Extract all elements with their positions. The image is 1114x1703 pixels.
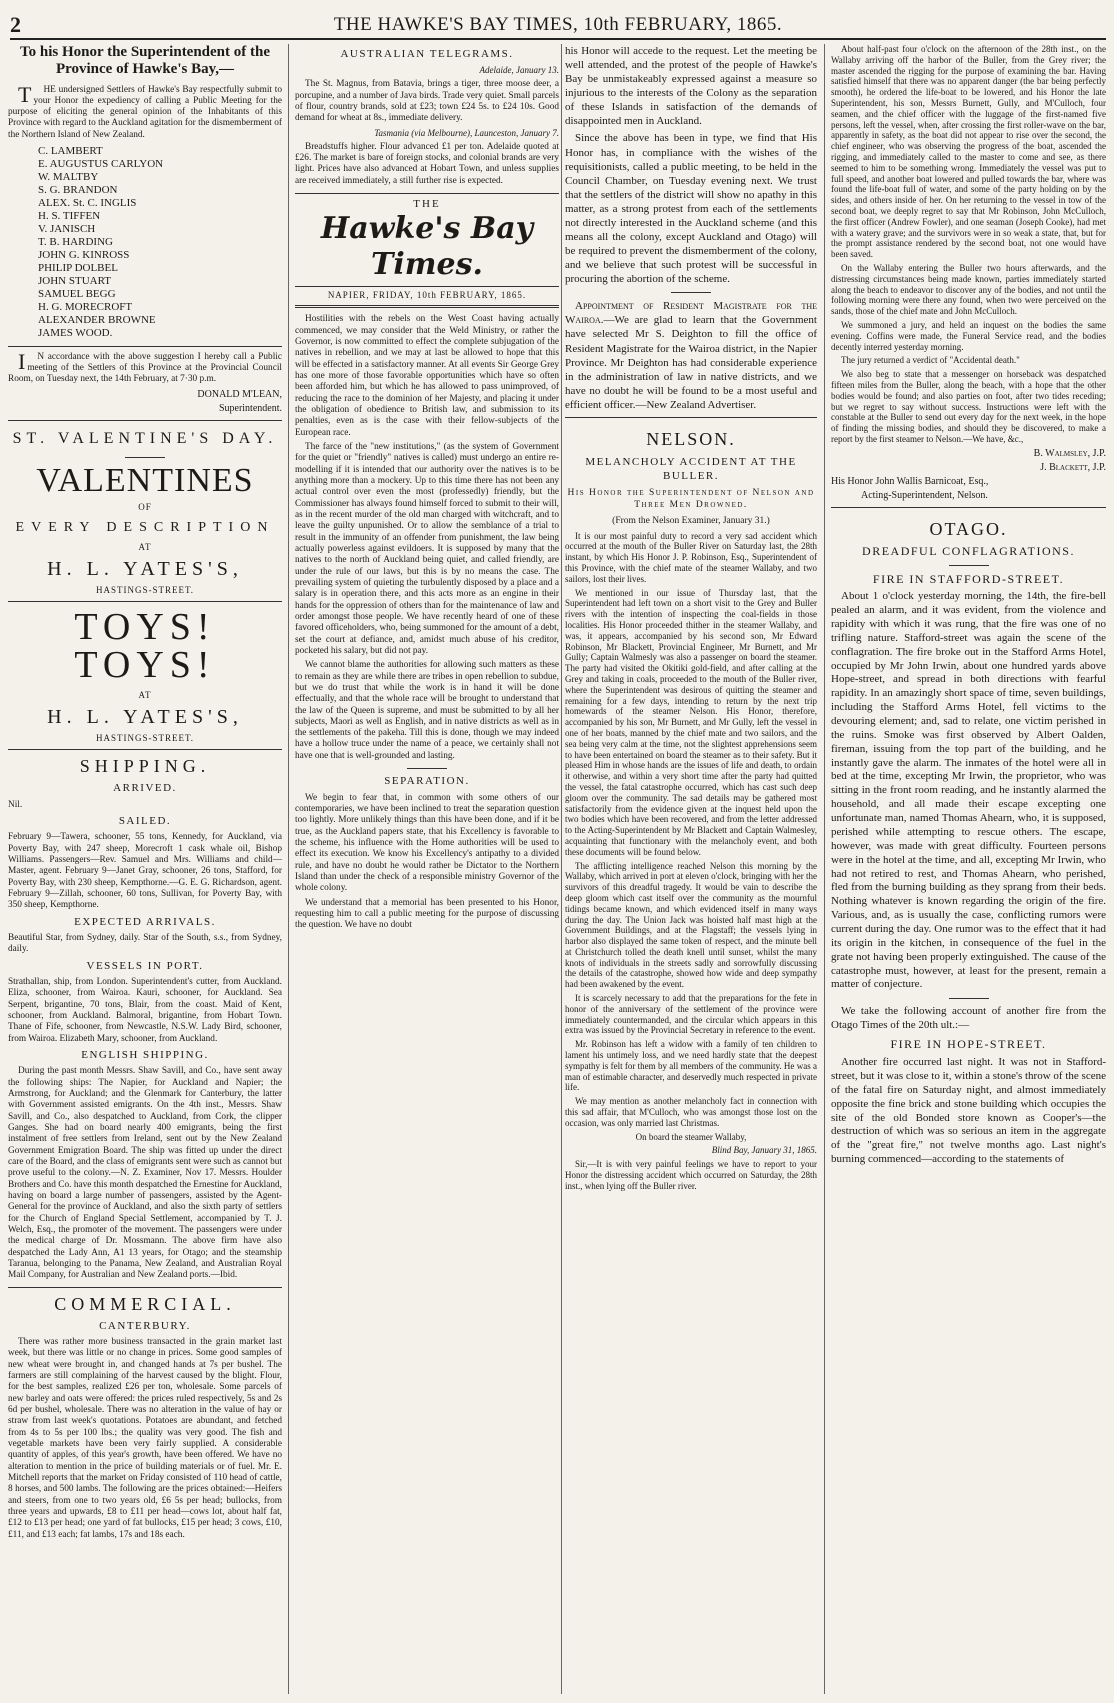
dateline: Adelaide, January 13.: [479, 65, 559, 76]
divider: [949, 565, 989, 566]
letter-date: Blind Bay, January 31, 1865.: [711, 1145, 817, 1156]
telegram-text: The St. Magnus, from Batavia, brings a tiger, three moose deer, a porcupine, and a number of Java birds. Trade very quiet. Small parcels of flour, country brands, sold at £23; town £24 5s. to £24 10s. Good demand for wheat at 8s., immediate delivery.: [295, 79, 559, 124]
signer-name: W. MALTBY: [38, 171, 99, 184]
column-rule: [288, 44, 289, 1694]
column-2: [295, 44, 559, 1694]
article-paragraph: We mentioned in our issue of Thursday last, that the Superintendent had left town on a short visit to the Grey and Buller rivers with the intention of inspecting the coal-fields in those localities. His Honor proceeded thither in the steamer Wallaby, and was, it appears, accompanied by his second son, Mr Edward Robinson, Mr Blackett, Provincial Engineer, Mr Burnett, and Mr Gully; Captain Walmesly was also a passenger on board the steamer. The party had visited the Okitiki gold-field, and after calling at the Grey and taking in coals, proceeded to the mouth of the Buller river, where the Superintendent was desirous of quitting the steamer and remaining for a few days, intending to return by the next trip homewards of the steamer Nelson. His Honor, therefore, accompanied by his son, Mr Burnett, and Mr Gully, left the vessel in one of her boats, manned by the chief mate and two sailors, and the sea being very calm at the time, not the slightest apprehensions seem to have been entertained on board the steamer as to their safety. But it pleased Him in whose hands are the issues of life and death, to ordain it otherwise, and within a very short time after the party had quitted the vessel, the fatal catastrophe occurred, which has cast such deep gloom over the community. The sad details may be gathered most satisfactorily from the evidence given at the inquest held upon the two bodies which have been recovered, and from the letter addressed to the Acting-Superintendent by Mr Blackett and Captain Walmesley, acquainting that functionary with the melancholy event, and both these documents will be found below.: [565, 587, 817, 857]
signer-name: H. G. MORECROFT: [38, 300, 133, 313]
article-paragraph: We take the following account of another fire from the Otago Times of the 20th ult.:—: [831, 1005, 1106, 1032]
signer-name: JOHN G. KINROSS: [38, 248, 130, 261]
notice-signature: DONALD M'LEAN,: [197, 388, 282, 400]
subheading-arrived: ARRIVED.: [113, 782, 177, 795]
letter-paragraph: On the Wallaby entering the Buller two hours afterwards, and the distressing circumstances being made known, parties immediately started along the beach to endeavor to discover any of the bodies, and not until the following morning were there any found, when two were perceived on the sands, those of the chief mate and John McCulloch.: [831, 262, 1106, 317]
nelson-article: [565, 531, 817, 1192]
advertiser-name: H. L. YATES'S,: [47, 705, 243, 728]
article-paragraph: We may mention as another melancholy fact in connection with this sad affair, that M'Culloch, who was amongst those lost on the occasion, was only married last Christmas.: [565, 1096, 817, 1128]
ad-text: OF: [138, 501, 152, 512]
subheading-conflagrations: DREADFUL CONFLAGRATIONS.: [862, 543, 1075, 558]
commercial-text: There was rather more business transacted in the grain market last week, but there was little or no change in prices. Some good samples of new wheat were brought in, and changed hands at 7s per bushel. The farmers are still complaining of the harvest caused by the blight. Flour, for the best samples, realized £26 per ton, wholesale. Some parcels of new barley and oats were offered: the prices ruled respectively, 5s and 2s 6d per bushel, wholesale. There was no alteration in the value of hay or straw from last week's quotations. Potatoes are abundant, and fetched from 4s to 5s per 100 lbs.; the quality was very good. The fish and vegetable markets have been very fairly supplied. A considerable quantity of apples, of this year's growth, have been offered. We have no alteration to mention in the price of building materials or of fuel. Mr. E. Mitchell reports that the market on Friday consisted of 110 head of cattle, 8 horses, and 500 lambs. The following are the prices obtained:—Heifers and steers, from one to two years old, £6 5s per head; bullocks, from three years and upwards, £8 to £11 per head—cows lot, about half fat, £12 to £13 per head; one yard of fat bullocks, £15 per head; 3 cows, £10, £11, and £13 each; fat lambs, 17s and 18s each.: [8, 1337, 282, 1540]
article-paragraph: The afflicting intelligence reached Nelson this morning by the Wallaby, which arrived in port at eleven o'clock, bringing with her the survivors of this dreadful tragedy. It would be vain to describe the deep gloom which cast itself over the community as the mournful tidings became known, and which evidenced itself in many ways during the day. The Union Jack was hoisted half mast high at the Government Buildings, and at the Flagstaff; the vessels lying in harbor also displayed the same token of respect, and the minute bell at Christchurch tolled the death knell until sunset, whilst the many knots of individuals in the streets sadly and sorrowfully discussing the details of the catastrophe, showed how wide and deep sympathy had been awakened by the event.: [565, 860, 817, 990]
article-paragraph: Another fire occurred last night. It was not in Stafford-street, but it was close to it, within a stone's throw of the scene of the fatal fire on Saturday night, and almost immediately opposite the fine brick and stone building which occupies the site of the old Bonded store known as Cooper's—the destruction of which was so serious an item in the aggregate of the "great fire," not twelve months ago. Last night's burning commenced—according to the statements of: [831, 1056, 1106, 1166]
divider: [8, 1287, 282, 1288]
ad-text: EVERY DESCRIPTION: [15, 519, 275, 535]
section-heading-otago: OTAGO.: [929, 518, 1008, 539]
section-heading-shipping: SHIPPING.: [79, 756, 211, 777]
subheading-fire-hope: FIRE IN HOPE-STREET.: [890, 1036, 1047, 1051]
column-1: [8, 44, 282, 1694]
signer-name: T. B. HARDING: [38, 235, 113, 248]
masthead: [10, 12, 1106, 40]
section-heading-nelson: NELSON.: [646, 428, 736, 449]
letter-paragraph: About half-past four o'clock on the afternoon of the 28th inst., on the Wallaby arriving off the harbor of the Buller, from the Grey river; the master ascended the rigging for the purpose of examining the bar. Having satisfied himself that there was no apparent danger (the bar being perfectly smooth), he ordered the life-boat to be lowered, and his Honor the late Superintendent, his son, Messrs Burnett, Gully, and M'Culloch, four seamen, and the chief officer with the luggage of the first-named five persons, left the vessel, when, after crossing the first roller-wave on the bar, apparently in safety, as the boat did not appear to rise over the second, the chief engineer, who was observing the progress of the boat, ascended the rigging, and immediately called to the master to come and see, as there seemed to him to be something wrong. Immediately the vessel was put to full speed, and another boat lowered and pulled towards the bar, where was found the life-boat full of water, and some of the party holding on by the sides, and others inside of her. On her returning to the vessel in tow of the second boat, we deeply regret to say that Mr Robinson, John McCulloch, the first officer (Andrew Fowler), and one seaman (Joseph Cooke), had met with a watery grave; and the survivors were in so weak a state, that, but for the prompt assistance rendered by the second boat, not one would have been saved.: [831, 44, 1106, 260]
dateline: Tasmania (via Melbourne), Launceston, January 7.: [374, 127, 559, 138]
subheading-drowned: His Honor the Superintendent of Nelson and Three Men Drowned.: [567, 488, 815, 511]
appointment-text: —We are glad to learn that the Government have selected Mr S. Deighton to fill the office of Resident Magistrate for the Wairoa district, in the Napier Province. Mr Deighton has had considerable experience in the administration of law in native districts, and we have no doubt he will be found to be a most useful and efficient officer.—New Zealand Advertiser.: [565, 314, 817, 411]
editorial-paragraph: Hostilities with the rebels on the West Coast having actually commenced, we may consider that the Weld Ministry, or rather the Governor, is now committed to effect the complete subjugation of the natives in rebellion, and we may at last be allowed to hope that this will be effected in a satisfactory manner. At all events Sir George Grey has one more of those favorable opportunities which have so often been afforded him, but which he has allowed to pass unimproved, of reducing the race to the dominion of her Majesty, and placing it under the obligation of obedience to British law, and submission to its penalties, even as is the case with their fellow-subjects of the European race.: [295, 314, 559, 438]
notice-signature-title: Superintendent.: [218, 402, 282, 414]
letter-addressee-title: Acting-Superintendent, Nelson.: [861, 489, 988, 501]
issue-date: NAPIER, FRIDAY, 10th FEBRUARY, 1865.: [295, 286, 559, 301]
letter-paragraph: We summoned a jury, and held an inquest on the bodies the same evening. Coffins were made, the Funeral Service read, and the bodies decently interred yesterday morning.: [831, 319, 1106, 352]
signer-name: PHILIP DOLBEL: [38, 261, 118, 274]
signer-name: C. LAMBERT: [38, 145, 103, 158]
column-4: [831, 44, 1106, 1694]
signer-name: SAMUEL BEGG: [38, 287, 116, 300]
divider: [8, 420, 282, 421]
divider: [8, 749, 282, 750]
subheading-canterbury: CANTERBURY.: [99, 1319, 191, 1332]
article-paragraph: Sir,—It is with very painful feelings we have to report to your Honor the distressing accident which occurred on Saturday, the 28th inst., when lying off the Buller river.: [565, 1159, 817, 1191]
article-paragraph: Mr. Robinson has left a widow with a family of ten children to lament his untimely loss, and we need hardly state that the deepest sympathy is felt for them by all members of the community. He was a man of estimable character, and deservedly much respected in private life.: [565, 1039, 817, 1093]
sailed-text: February 9—Tawera, schooner, 55 tons, Kennedy, for Auckland, via Poverty Bay, with 247 sheep, Morecroft 1 cask whale oil, Bishop Williams. Passengers—Rev. Samuel and Mrs. Williams and child—Master, agent. February 9—Janet Gray, schooner, 26 tons, Stafford, for Poverty Bay, with 230 sheep, Kempthorne.—G. E. G. Richardson, agent. February 9—Zillah, schooner, 60 tons, Sullivan, for Poverty Bay, with 350 sheep, Kempthorne.: [8, 832, 282, 911]
letter-paragraph: The jury returned a verdict of "Accidental death.": [841, 355, 1020, 366]
toys-ad-title: TOYS! TOYS!: [74, 605, 216, 686]
letter-continued: [831, 44, 1106, 502]
editorial-paragraph: We begin to fear that, in common with some others of our contemporaries, we have been inclined to treat the separation question too lightly. More unlikely things than this have been done, and if it be true, as the Auckland papers state, that his Excellency is favorable to the scheme, his influence with the Home authorities will be used to effect its execution. We know his Excellency's antipathy to a divided rule, and have no doubt he would rather be Dictator to the Northern Island than under the check of a responsible ministry Governor of the whole colony.: [295, 792, 559, 894]
letter-location: On board the steamer Wallaby,: [635, 1131, 747, 1142]
source-note: (From the Nelson Examiner, January 31.): [612, 516, 770, 527]
advertiser-address: HASTINGS-STREET.: [95, 584, 195, 595]
letter-addressee: His Honor John Wallis Barnicoat, Esq.,: [831, 475, 989, 487]
advertiser-name: H. L. YATES'S,: [47, 557, 243, 580]
appointment-paragraph: [565, 299, 817, 412]
editorial-paragraph: Since the above has been in type, we find that His Honor has, in compliance with the wishes of the requisitionists, called a public meeting, to be held in the Council Chamber, on Tuesday evening next. We trust that the settlers of the district will show no apathy in this matter, as a strong protest from each of the settlements not directly interested in the Auckland scheme (and this means all the colony, except Auckland and Otago) will be required to prevent the dismemberment of the colony, and we believe that such protest will be successful in procuring the abortion of the scheme.: [565, 132, 817, 286]
section-heading-commercial: COMMERCIAL.: [54, 1293, 236, 1314]
editorial-paragraph: his Honor will accede to the request. Let the meeting be well attended, and the protest of the people of Hawke's Bay be unmistakeably expressed against a measure so injurious to the interests of the Colony as the separation of these Islands in satisfaction of the demands of disappointed men in Auckland.: [565, 45, 817, 128]
signer-name: V. JANISCH: [38, 222, 96, 235]
signer-name: JOHN STUART: [38, 274, 111, 287]
divider: [8, 601, 282, 602]
divider: [671, 292, 711, 293]
article-paragraph: It is our most painful duty to record a very sad accident which occurred at the mouth of the Buller River on Saturday last, the 28th instant, by which His Honor J. P. Robinson, Esq., Superintendent of this Province, with the chief mate of the steamer Wallaby, and two sailors, lost their lives.: [565, 530, 817, 584]
divider: [8, 346, 282, 347]
column-3: [565, 44, 817, 1694]
divider: [831, 507, 1106, 508]
subheading-english-shipping: ENGLISH SHIPPING.: [81, 1049, 209, 1062]
signer-name: ALEX. St. C. INGLIS: [38, 197, 137, 210]
advertiser-address: HASTINGS-STREET.: [95, 733, 195, 744]
expected-text: Beautiful Star, from Sydney, daily. Star of the South, s.s., from Sydney, daily.: [8, 933, 282, 955]
divider: [565, 417, 817, 418]
divider: [407, 768, 447, 769]
article-paragraph: It is scarcely necessary to add that the preparations for the fete in honor of the anniversary of the settlement of the province were immediately countermanded, and the circular which appears in this extra was issued by the Provincial Secretary in reference to the event.: [565, 993, 817, 1036]
subheading-fire-stafford: FIRE IN STAFFORD-STREET.: [872, 571, 1065, 586]
section-heading-telegrams: AUSTRALIAN TELEGRAMS.: [340, 48, 514, 60]
vessels-text: Strathallan, ship, from London. Superintendent's cutter, from Auckland. Eliza, schooner, from Wairoa. Kauri, schooner, for Auckland. Sea Serpent, brigantine, 70 tons, Blair, from the coast. Maid of Kent, schooner, from Auckland. Balmoral, brigantine, from Hobart Town. Thane of Fife, schooner, from Newcastle, N.S.W. Lady Bird, schooner, from Wairoa. Elizabeth Mary, schooner, from Auckland.: [8, 977, 282, 1044]
signer-name: H. S. TIFFEN: [38, 209, 101, 222]
valentines-ad-title: VALENTINES: [36, 461, 254, 499]
paper-nameplate: [295, 193, 559, 308]
nameplate-the: THE: [413, 197, 441, 210]
signer-list: [8, 145, 282, 340]
article-paragraph: About 1 o'clock yesterday morning, the 14th, the fire-bell pealed an alarm, and it was evident, from the violence and rapidity with which it was rung, that the fire was one of no trifling nature. Stafford-street was again the scene of the conflagration. The fire broke out in the Stafford Arms Hotel, occupied by Mr John Irwin, about one hundred yards above Hope-street, and spread in both directions with fearful rapidity. In an amazingly short space of time, seven buildings, including the Stafford Arms Hotel, fell victims to the devouring element; and, sad to relate, one victim perished in the ruins. Smoke was first observed by Albert Oalden, fireman, issuing from the top part of the building, and he instantly gave the alarm. The inmates of the hotel were all in bed at the time, excepting Mr Irwin, the proprietor, who was sitting in the front room reading, and he instantly alarmed the household, and all made their escape excepting one unfortunate man, named Thomas Ahearn, who, it is supposed, perished while attempting to rescue others. The escape, however, was made with great difficulty. Fourteen persons were in the hotel at the time, and all, excepting Mr Irwin, who had not retired to rest, and Thomas Ahearn, who perished, fled from the burning building as they sprang from their beds. Nothing whatever is known regarding the origin of the fire. Various, and, as is usually the case, conflicting rumors were current during the day. One rumor was to the effect that it had its origin in the kitchen, in consequence of the fuel in the grate not having been properly extinguished. The cause of the catastrophe must, however, at least for the present, remain a matter of conjecture.: [831, 590, 1106, 991]
signer-name: ALEXANDER BROWNE: [38, 313, 156, 326]
meeting-notice: IN accordance with the above suggestion I hereby call a Public meeting of the Settlers of this Province at the Provincial Council Room, on Tuesday next, the 14th February, at 7·30 p.m.: [8, 348, 282, 385]
arrived-text: Nil.: [8, 799, 23, 810]
column-rule: [561, 44, 562, 1694]
page-number: 2: [10, 12, 21, 37]
editorial-paragraph: We cannot blame the authorities for allowing such matters as these to remain as they are while there are tribes in open rebellion to subdue, but we do trust that while the work is in hand it will be done effectually, and that the whole race will be brought to understand that the law of the Queen is supreme, and must be submitted to by all her subjects, Maori as well as English, and in native districts as well as in the settlements of the pakeha. Till this is done, though we may indeed have a hollow truce under the name of a peace, we certainly shall not have one that is well-grounded and lasting.: [295, 660, 559, 761]
section-heading-separation: SEPARATION.: [384, 775, 470, 788]
editorial-paragraph: The farce of the "new institutions," (as the system of Government for the quiet or "friendly" natives is called) must undergo an entire re-modelling if it is intended that our authority over the natives is to be anything more than a mockery. Up to this time there has not been any actual control over even the most (professedly) friendly, but the Commissioner has always found himself forced to submit to their will, as in the recent murder of the old man charged with witchcraft, and to leave the guilty unpunished. Or to allow the semblance of a trial to result in the immunity of an offender from punishment, the law being actually powerless against evildoers. It is supposed by many that the natives to the north of Auckland being quiet, and called friendly, are under the rule of our laws, but this is by no means the case. The prevailing system of quieting the turbulently disposed by a place and a salary is in operation there, and this acts more as an engine in their hands for the oppression of others than for the maintenance of law and order amongst those people. We have recently heard of one of these favored officeholders, who, being summoned for the amount of a debt, set the court at defiance, and, amidst much abuse of his creditor, pocketed his salary, but did not pay.: [295, 441, 559, 656]
signer-name: JAMES WOOD.: [38, 326, 113, 339]
masthead-title: THE HAWKE'S BAY TIMES, 10th FEBRUARY, 1865.: [333, 14, 783, 35]
subheading-vessels: VESSELS IN PORT.: [86, 959, 204, 972]
newspaper-title: Hawke's Bay Times.: [320, 211, 534, 283]
subheading-accident: MELANCHOLY ACCIDENT AT THE BULLER.: [585, 455, 797, 483]
english-shipping-text: During the past month Messrs. Shaw Savill, and Co., have sent away the following ships: The Napier, for Auckland and Napier; the Armstrong, for Auckland; and the Glenmark for Canterbury, the latter with Government assisted emigrants. On the 4th inst., Messrs. Shaw Savill, and Co., also despatched to Auckland, from Cork, the clipper Ganges. She had on board nearly 400 emigrants, being the first instalment of free settlers from Ireland, sent out by the New Zealand Government Emigration Board. The ship was fitted up under the direct care of the Board, and the class of emigrants sent were such as cannot but prove useful to the colony.—N. Z. Examiner, Nov 17. Messrs. Houlder Brothers and Co. have this month despatched the Ernestine for Auckland, having on board a large number of passengers, assisted by the Agent-General for the province of Auckland, and also the sixth party of settlers for the Church of England Special Settlement, accompanied by T. J. Welch, Esq., the promoter of the movement. The passengers were under the medical charge of Dr. Mossmann. The above firm have also despatched the Lady Ann, A1 13 years, for Otago; and the steamship Taranua, belonging to the Panama, New Zealand, and Australian Royal Mail Company, for Australian and New Zealand ports.—Ibid.: [8, 1066, 282, 1281]
subheading-expected: EXPECTED ARRIVALS.: [74, 915, 216, 928]
ad-text: AT: [138, 541, 152, 552]
divider: [125, 457, 165, 458]
ad-text: AT: [138, 689, 152, 700]
column-rule: [824, 44, 825, 1694]
letter-signature: B. Walmsley, J.P.: [1033, 447, 1106, 459]
signer-name: S. G. BRANDON: [38, 184, 118, 197]
requisition-body: THE undersigned Settlers of Hawke's Bay respectfully submit to your Honor the expediency of calling a Public Meeting for the purpose of eliciting the general opinion of the Inhabitants of this Province with regard to the Auckland agitation for the dismemberment of the Northern Island of New Zealand.: [8, 81, 282, 140]
letter-paragraph: We also beg to state that a messenger on horseback was despatched fifteen miles from the Buller, along the beach, with a hope that the other bodies would be found; and also parties on foot, after two tides receding; but we regret to say without success. Instructions were left with the constable at the Buller to send out every day for the next week, in the hope of finding the missing bodies, and should they be discovered, to make a report by the first steamer to Nelson.—We have, &c.,: [831, 369, 1106, 444]
telegram-text: Breadstuffs higher. Flour advanced £1 per ton. Adelaide quoted at £26. The market is bare of foreign stocks, and colonial brands are very light. Prices have also advanced at Hobart Town, and unless supplies are received immediately, a still further rise is expected.: [295, 141, 559, 186]
signer-name: E. AUGUSTUS CARLYON: [38, 158, 164, 171]
valentine-heading: ST. VALENTINE'S DAY.: [12, 430, 278, 448]
appointment-heading: Appointment of Resident Magistrate for the Wairoa.: [565, 300, 817, 327]
divider: [949, 998, 989, 999]
subheading-sailed: SAILED.: [118, 814, 172, 827]
otago-article: [831, 590, 1106, 1167]
letter-signature: J. Blackett, J.P.: [1040, 461, 1106, 473]
editorial-paragraph: We understand that a memorial has been presented to his Honor, requesting him to call a public meeting for the purpose of discussing the question. We have no doubt: [295, 897, 559, 931]
requisition-title: To his Honor the Superintendent of the Province of Hawke's Bay,—: [19, 44, 271, 78]
